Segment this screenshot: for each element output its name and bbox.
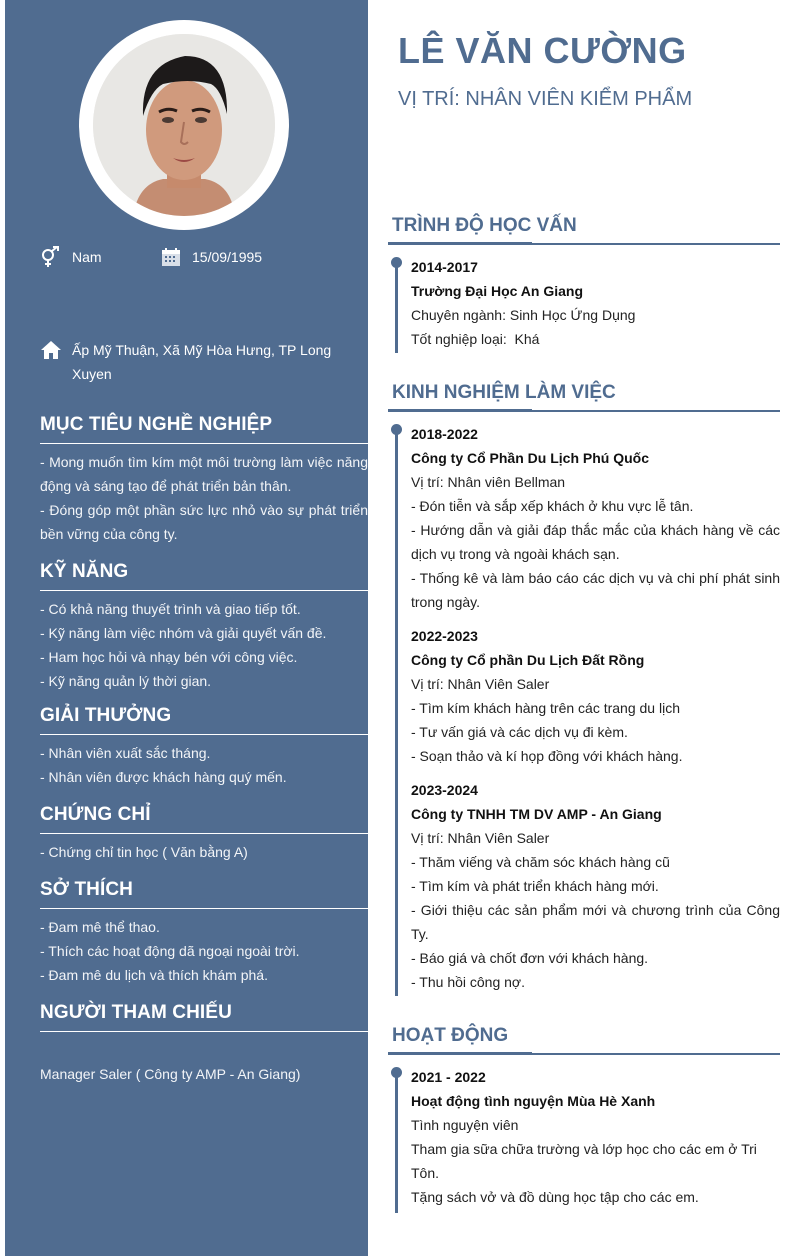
timeline-line [395,261,398,353]
entry-line: - Thu hồi công nợ. [411,974,525,990]
entry-org: Công ty Cổ Phần Du Lịch Phú Quốc [411,450,649,466]
timeline [388,422,780,994]
entry-years: 2021 - 2022 [411,1069,486,1085]
entry-org: Công ty Cổ phần Du Lịch Đất Rồng [411,652,645,668]
entry-line: Chuyên ngành: Sinh Học Ứng Dụng [411,307,636,323]
awards-section [40,701,368,789]
timeline-dot [391,257,402,268]
entry-years: 2018-2022 [411,426,478,442]
timeline-line [395,428,398,996]
timeline-line [395,1071,398,1213]
avatar-frame [79,20,289,230]
entry-line: - Tư vấn giá và các dịch vụ đi kèm. [411,724,628,740]
section-title: TRÌNH ĐỘ HỌC VẤN [392,215,577,236]
entry-line: Vị trí: Nhân Viên Saler [411,676,550,692]
references-section [40,998,368,1086]
skill-item: - Có khả năng thuyết trình và giao tiếp tốt. [40,601,301,617]
timeline [388,255,780,351]
timeline-dot [391,1067,402,1078]
timeline [388,1065,780,1209]
experience-section [388,379,780,1004]
objective-section [40,410,368,546]
education-entry [411,255,780,351]
timeline-dot [391,424,402,435]
skills-section [40,557,368,693]
entry-line: - Tìm kím khách hàng trên các trang du lịch [411,700,680,716]
gender-value: Nam [72,249,102,265]
section-divider [388,242,780,245]
experience-entry [411,778,780,994]
award-item: - Nhân viên được khách hàng quý mến. [40,769,287,785]
section-divider [388,1052,780,1055]
hobby-item: - Thích các hoạt động dã ngoại ngoài trời. [40,943,300,959]
gender-info [40,246,102,268]
experience-entry [411,624,780,768]
entry-line: Tình nguyện viên [411,1117,519,1133]
portrait-photo [93,34,275,216]
entry-line: - Giới thiệu các sản phẩm mới và chương trình của Công Ty. [411,902,780,942]
activity-entry [411,1065,780,1209]
section-title: GIẢI THƯỞNG [40,701,368,735]
avatar [93,34,275,216]
entry-line: Tham gia sữa chữa trường và lớp học cho các em ở Tri Tôn. [411,1141,757,1181]
section-title: KỸ NĂNG [40,557,368,591]
entry-line: - Thống kê và làm báo cáo các dịch vụ và chi phí phát sinh trong ngày. [411,570,780,610]
entry-years: 2023-2024 [411,782,478,798]
entry-org: Công ty TNHH TM DV AMP - An Giang [411,806,662,822]
award-item: - Nhân viên xuất sắc tháng. [40,745,211,761]
entry-line: Vị trí: Nhân viên Bellman [411,474,566,490]
skill-item: - Ham học hỏi và nhạy bén với công việc. [40,649,298,665]
entry-line: - Tìm kím và phát triển khách hàng mới. [411,878,659,894]
skill-item: - Kỹ năng làm việc nhóm và giải quyết vấn đề. [40,625,327,641]
entry-line: - Đón tiễn và sắp xếp khách ở khu vực lễ tân. [411,498,694,514]
section-title: HOẠT ĐỘNG [392,1025,509,1046]
certificates-section [40,800,368,864]
candidate-name: LÊ VĂN CƯỜNG [398,30,687,71]
hobby-item: - Đam mê thể thao. [40,919,160,935]
dob-info [160,246,262,268]
address-value: Ấp Mỹ Thuận, Xã Mỹ Hòa Hưng, TP Long Xuyen [72,342,332,382]
activities-section [388,1022,780,1219]
entry-line: - Soạn thảo và kí họp đồng với khách hàng. [411,748,683,764]
section-title: KINH NGHIỆM LÀM VIỆC [392,382,616,403]
section-title: NGƯỜI THAM CHIẾU [40,998,368,1032]
section-title: CHỨNG CHỈ [40,800,368,834]
entry-line: Tốt nghiệp loại: Khá [411,331,540,347]
education-section [388,212,780,361]
candidate-position: VỊ TRÍ: NHÂN VIÊN KIỂM PHẨM [398,88,693,110]
entry-line: - Hướng dẫn và giải đáp thắc mắc của khách hàng về các dịch vụ trong và ngoài khách sạn. [411,522,780,562]
entry-years: 2014-2017 [411,259,478,275]
entry-line: - Báo giá và chốt đơn với khách hàng. [411,950,649,966]
section-divider [388,409,780,412]
objective-item: - Đóng góp một phần sức lực nhỏ vào sự phát triển bền vững của công ty. [40,502,368,542]
experience-entry [411,422,780,614]
section-title: MỤC TIÊU NGHỀ NGHIỆP [40,410,368,444]
skill-item: - Kỹ năng quản lý thời gian. [40,673,212,689]
hobby-item: - Đam mê du lịch và thích khám phá. [40,967,268,983]
sidebar [5,0,368,1256]
main-content [368,0,800,1256]
objective-item: - Mong muốn tìm kím một môi trường làm việc năng động và sáng tạo để phát triển bản thân. [40,454,368,494]
home-icon [40,339,62,361]
calendar-icon [160,246,182,268]
entry-line: Vị trí: Nhân Viên Saler [411,830,550,846]
entry-line: - Thăm viếng và chăm sóc khách hàng cũ [411,854,670,870]
reference-item: Manager Saler ( Công ty AMP - An Giang) [40,1066,301,1082]
certificate-item: - Chứng chỉ tin học ( Văn bằng A) [40,844,248,860]
hobbies-section [40,875,368,987]
entry-org: Trường Đại Học An Giang [411,283,584,299]
dob-value: 15/09/1995 [192,249,263,265]
gender-icon [40,246,62,268]
entry-org: Hoạt động tình nguyện Mùa Hè Xanh [411,1093,656,1109]
entry-years: 2022-2023 [411,628,478,644]
address-info [40,338,340,386]
entry-line: Tặng sách vở và đồ dùng học tập cho các em. [411,1189,699,1205]
section-title: SỞ THÍCH [40,875,368,909]
